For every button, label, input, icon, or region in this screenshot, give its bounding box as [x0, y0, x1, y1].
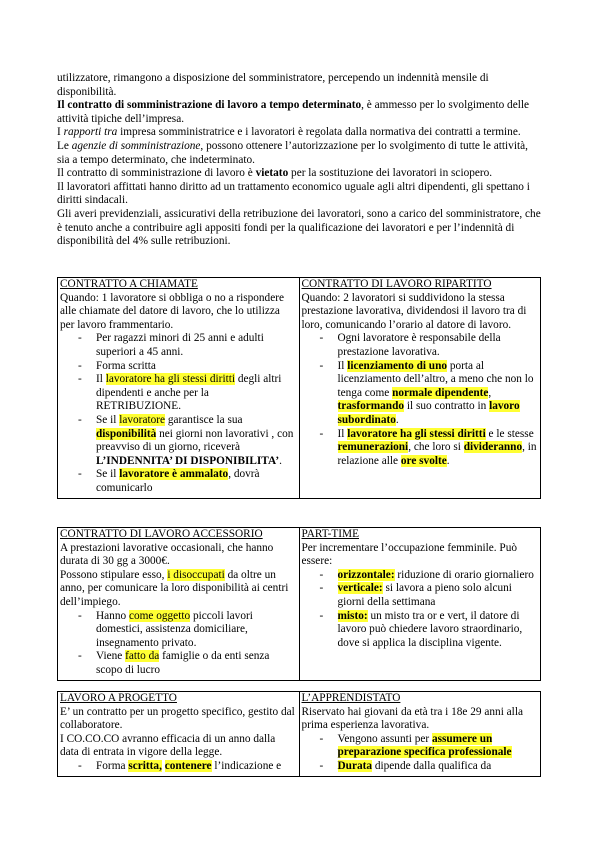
cell-title: PART-TIME [301, 528, 359, 540]
cell-description: Riservato hai giovani da età tra i 18e 29 anni alla prima esperienza lavorativa. [301, 705, 523, 732]
bullet-list [302, 332, 539, 468]
intro-paragraph: Il contratto di somministrazione di lavoro è vietato per la sostituzione dei lavoratori in sciopero. [57, 167, 493, 180]
list-item: - Se il lavoratore è ammalato, dovrà comunicarlo [60, 468, 297, 495]
intro-text [57, 72, 541, 249]
cell-title: CONTRATTO DI LAVORO RIPARTITO [301, 278, 492, 290]
list-item: - misto: un misto tra or e vert, il datore di lavoro può chiedere lavoro straordinario, dove si applica la disciplina vigente. [302, 610, 539, 651]
cell-description: E’ un contratto per un progetto specifico, gestito dal collaboratore. [60, 705, 295, 732]
bullet-list [60, 760, 297, 774]
bullet-list [302, 733, 539, 774]
list-item: - verticale: si lavora a pieno solo alcuni giorni della settimana [302, 582, 539, 609]
list-item: - Forma scritta [60, 360, 297, 374]
bullet-list [60, 610, 297, 678]
cell-contratto-a-chiamate [58, 278, 300, 499]
cell-description: Possono stipulare esso, i disoccupati da oltre un anno, per comunicare la loro disponibilità ai centri dell’impiego. [60, 568, 289, 608]
cell-lavoro-a-progetto [58, 692, 300, 777]
cell-contratto-ripartito [299, 278, 541, 499]
bullet-list [60, 332, 297, 495]
list-item: - Il lavoratore ha gli stessi diritti degli altri dipendenti e anche per la RETRIBUZIONE. [60, 373, 297, 414]
list-item: - Per ragazzi minori di 25 anni e adulti superiori a 45 anni. [60, 332, 297, 359]
intro-paragraph: I rapporti tra impresa somministratrice e i lavoratori è regolata dalla normativa dei contratti a termine. [57, 126, 521, 139]
intro-paragraph: Gli averi previdenziali, assicurativi della retribuzione dei lavoratori, sono a carico del somministratore, che è tenuto anche a contribuire agli appositi fondi per la qualificazione dei lavoratori e per l’indennità di disponibilità del 4% sulle retribuzioni. [57, 207, 541, 248]
cell-description: Quando: 2 lavoratori si suddividono la stessa prestazione lavorativa, dividendosi il lavoro tra di loro, comunicando l’orario al datore di lavoro. [301, 291, 527, 331]
list-item: - Durata dipende dalla qualifica da [302, 760, 539, 774]
contract-table-1 [57, 277, 541, 499]
cell-lavoro-accessorio [58, 528, 300, 681]
list-item: - Se il lavoratore garantisce la sua disponibilità nei giorni non lavorativi , con preavviso di un giorno, riceverà L’INDENNITA’ DI DISPONIBILITA’. [60, 414, 297, 468]
cell-title: LAVORO A PROGETTO [60, 692, 177, 704]
cell-title: L’APPRENDISTATO [301, 692, 401, 704]
contract-table-2 [57, 527, 541, 681]
list-item: - Vengono assunti per assumere un preparazione specifica professionale [302, 733, 539, 760]
intro-paragraph: utilizzatore, rimangono a disposizione del somministratore, percependo un indennità mensile di disponibilità. [57, 72, 489, 98]
cell-description: A prestazioni lavorative occasionali, che hanno durata di 30 gg a 3000€. [60, 541, 274, 568]
list-item: - Forma scritta, contenere l’indicazione e [60, 760, 297, 774]
list-item: - Il licenziamento di uno porta al licenziamento dell’altro, a meno che non lo tenga come normale dipendente, trasformando il suo contratto in lavoro subordinato. [302, 360, 539, 428]
cell-description: Quando: 1 lavoratore si obbliga o no a rispondere alle chiamate del datore di lavoro, che lo utilizza per lavoro frammentario. [60, 291, 284, 331]
intro-paragraph: Le agenzie di somministrazione, possono ottenere l’autorizzazione per lo svolgimento di tutte le attività, sia a tempo determinato, che indeterminato. [57, 139, 528, 166]
intro-paragraph: Il contratto di somministrazione di lavoro a tempo determinato, è ammesso per lo svolgimento delle attività tipiche dell’impresa. [57, 99, 530, 125]
list-item: - orizzontale: riduzione di orario giornaliero [302, 569, 539, 583]
cell-description: I CO.CO.CO avranno efficacia di un anno dalla data di entrata in vigore della legge. [60, 732, 276, 759]
contract-table-3 [57, 691, 541, 777]
cell-part-time [299, 528, 541, 681]
cell-title: CONTRATTO DI LAVORO ACCESSORIO [60, 528, 263, 540]
list-item: - Hanno come oggetto piccoli lavori domestici, assistenza domiciliare, insegnamento privato. [60, 610, 297, 651]
cell-title: CONTRATTO A CHIAMATE [60, 278, 198, 290]
list-item: - Ogni lavoratore è responsabile della prestazione lavorativa. [302, 332, 539, 359]
cell-description: Per incrementare l’occupazione femminile. Può essere: [301, 541, 517, 568]
bullet-list [302, 569, 539, 651]
list-item: - Il lavoratore ha gli stessi diritti e le stesse remunerazioni, che loro si divideranno, in relazione alle ore svolte. [302, 428, 539, 469]
cell-apprendistato [299, 692, 541, 777]
intro-paragraph: Il lavoratori affittati hanno diritto ad un trattamento economico uguale agli altri dipendenti, gli spettano i diritti sindacali. [57, 180, 530, 207]
list-item: - Viene fatto da famiglie o da enti senza scopo di lucro [60, 650, 297, 677]
